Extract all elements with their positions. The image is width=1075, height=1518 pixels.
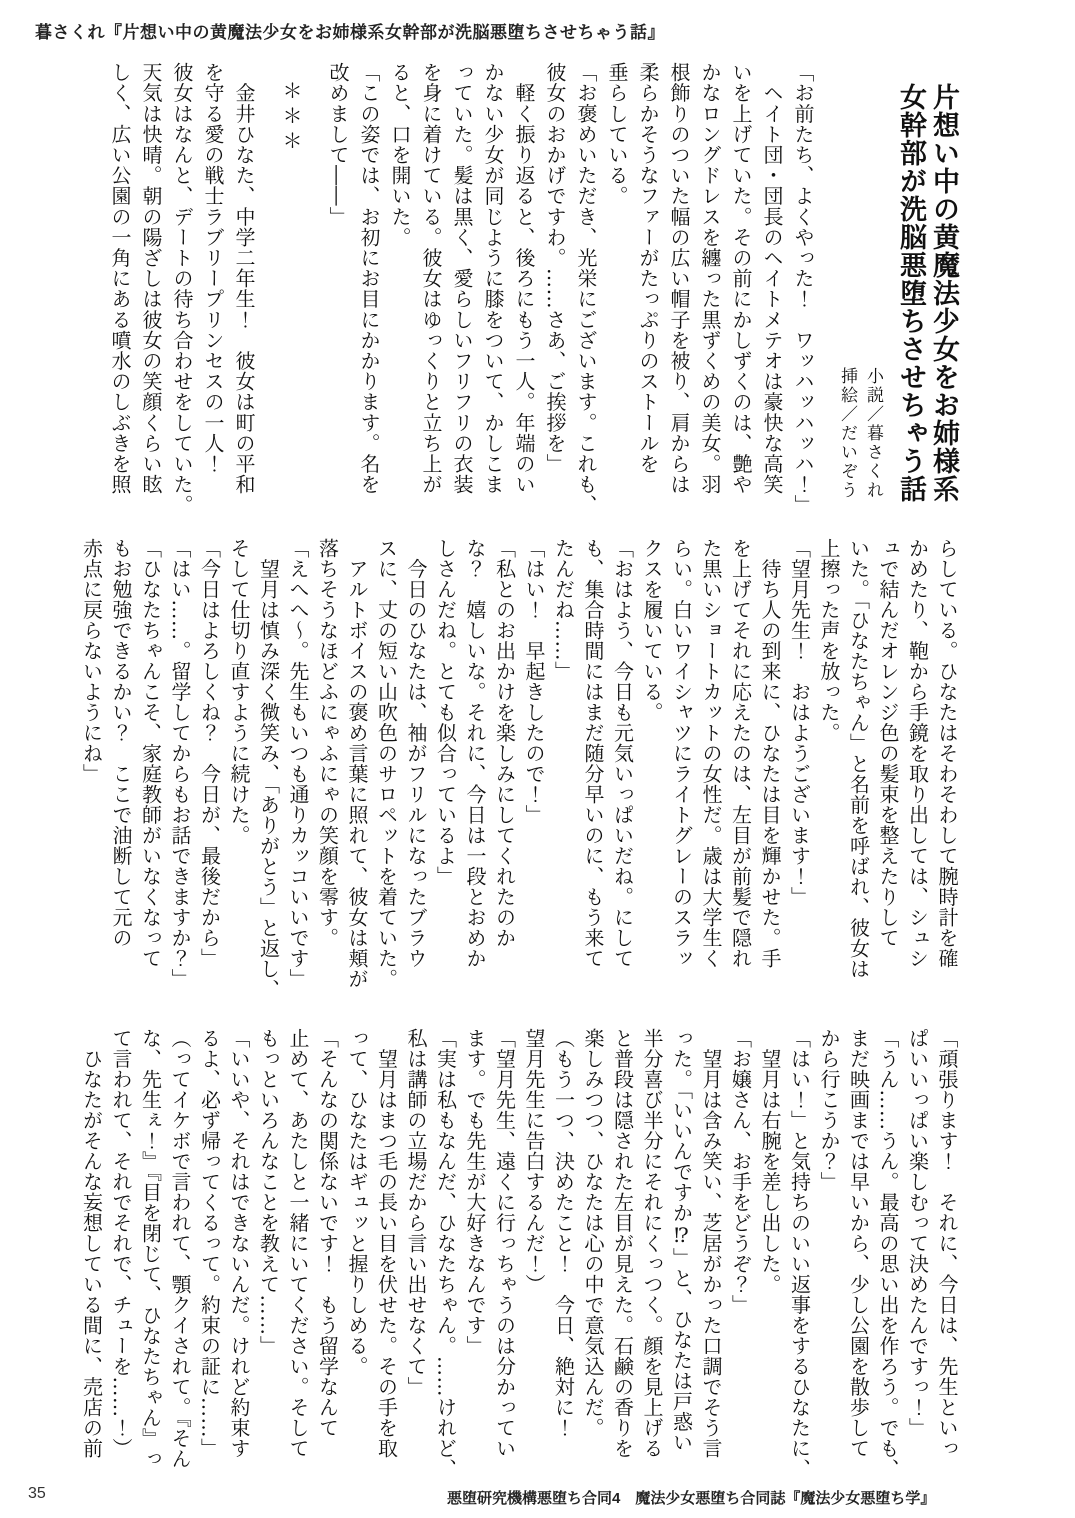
text-column: 望月は右腕を差し出した。 — [758, 1028, 782, 1295]
story-title-line-2: 女幹部が洗脳悪堕ちさせちゃう話 — [895, 83, 926, 503]
text-column: 根飾りのついた幅の広い帽子を被り、肩からは — [667, 62, 691, 495]
text-column: 「おはよう、今日も元気いっぱいだね。にして — [610, 538, 635, 969]
text-column: 「望月先生！ おはようございます！」 — [787, 538, 812, 907]
text-column: 垂らしている。 — [605, 62, 629, 207]
body-columns-1 — [104, 62, 818, 522]
text-column: 「うん……うん。最高の思い出を作ろう。でも、 — [876, 1028, 900, 1479]
text-column: ュで結んだオレンジ色の髪束を整えたりして — [876, 538, 900, 948]
text-column: 彼女はなんと、デートの待ち合わせをしていた。 — [170, 62, 194, 516]
text-column: を身に着けている。彼女はゆっくりと立ち上が — [419, 62, 443, 495]
text-column: かない少女が同じように膝をついて、かしこま — [481, 62, 505, 495]
text-column: な、先生ぇ！』『目を閉じて、ひなたちゃん』っ — [138, 1028, 163, 1469]
body-columns-2 — [76, 538, 961, 1000]
text-column: クスを履いている。 — [640, 538, 664, 723]
text-column: いを上げていた。その前にかしずくのは、艶や — [729, 62, 753, 495]
text-column: 「はい……。留学してからもお話できますか？」 — [168, 538, 192, 989]
text-column: （もう一つ、決めたこと！ 今日、絶対に！ — [551, 1028, 576, 1438]
text-column: 柔らかそうなファーがたっぷりのストールを — [636, 62, 660, 474]
text-column: 「お前たち、よくやった！ ワッハッハッハ！」 — [791, 62, 815, 516]
text-column: もっといろんなことを教えて……」 — [256, 1028, 281, 1356]
text-column: 落ちそうなほどふにゃふにゃの笑顔を零す。 — [315, 538, 340, 948]
text-column: 半分喜び半分にそれにくっつく。顔を見上げる — [640, 1028, 664, 1459]
text-column: 今日のひなたは、袖がフリルになったブラウ — [404, 538, 428, 969]
text-column: 「この姿では、お初にお目にかかります。名を — [357, 62, 381, 495]
text-column: 待ち人の到来に、ひなたは目を輝かせた。手 — [758, 538, 782, 969]
text-column: 天気は快晴。朝の陽ざしは彼女の笑顔くらい眩 — [139, 62, 163, 495]
text-column: 「はい！」と気持ちのいい返事をするひなたに、 — [787, 1028, 812, 1479]
text-column: かめたり、鞄から手鏡を取り出しては、シュシ — [905, 538, 930, 969]
text-column: るよ、必ず帰ってくるって。約束の証に……」 — [197, 1028, 222, 1459]
text-column: 金井ひなた、中学二年生！ 彼女は町の平和 — [232, 62, 256, 495]
text-column: 「えへへ〜。先生もいつも通りカッコいいです」 — [286, 538, 310, 989]
running-header: 暮さくれ『片想い中の黄魔法少女をお姉様系女幹部が洗脳悪堕ちさせちゃう話』 — [35, 23, 665, 42]
text-column: ひなたがそんな妄想している間に、売店の前 — [79, 1028, 104, 1459]
text-column: 上擦った声を放った。 — [817, 538, 841, 743]
text-column: 「ひなたちゃんこそ、家庭教師がいなくなって — [138, 538, 163, 969]
illustration-credit: 挿絵／だいぞう — [837, 367, 857, 500]
text-column: 「私とのお出かけを楽しみにしてくれたのか — [492, 538, 517, 948]
text-column: かなロングドレスを纏った黒ずくめの美女。羽 — [698, 62, 722, 495]
text-column: らしている。ひなたはそわそわして腕時計を確 — [935, 538, 959, 969]
text-column: 赤点に戻らないようにね」 — [79, 538, 104, 784]
text-column: 望月先生に告白するんだ！） — [522, 1028, 546, 1295]
text-column: 望月は慎み深く微笑み、「ありがとう」と返し、 — [256, 538, 281, 1000]
text-column: 「お褒めいただき、光栄にございます。これも、 — [574, 62, 598, 516]
text-column: ぱいいっぱい楽しむって決めたんですっ！」 — [905, 1028, 930, 1438]
text-column: った。「いいんですか⁉」と、ひなたは戸惑い — [669, 1028, 694, 1453]
text-column: 軽く振り返ると、後ろにもう一人。年端のい — [512, 62, 536, 495]
text-column: 「今日はよろしくね？ 今日が、最後だから」 — [197, 538, 222, 969]
text-column: まだ映画までは早いから、少し公園を散歩して — [846, 1028, 871, 1459]
text-column: ると、口を開いた。 — [388, 62, 412, 248]
body-columns-3 — [76, 1028, 961, 1486]
text-column: 「そんなの関係ないです！ もう留学なんて — [315, 1028, 340, 1438]
text-column: そして仕切り直すように続けた。 — [227, 538, 251, 846]
text-column: て言われて、それでそれで、チューを……！） — [109, 1028, 133, 1459]
text-column: いた。「ひなたちゃん」と名前を呼ばれ、彼女は — [846, 538, 871, 979]
text-column: を上げてそれに応えたのは、左目が前髪で隠れ — [728, 538, 753, 969]
text-column: な？ 嬉しいな。それに、今日は一段とおめか — [463, 538, 487, 969]
running-footer: 悪堕研究機構悪堕ち合同4 魔法少女悪堕ち合同誌『魔法少女悪堕ち学』 — [447, 1490, 936, 1507]
text-column: 楽しみつつ、ひなたは心の中で意気込んだ。 — [581, 1028, 605, 1438]
text-column: しく、広い公園の一角にある噴水のしぶきを照 — [108, 62, 132, 495]
section-separator: ＊＊＊ — [279, 80, 303, 155]
text-column: っていた。髪は黒く、愛らしいフリフリの衣装 — [450, 62, 474, 495]
text-column: から行こうか？」 — [817, 1028, 841, 1192]
text-column: らい。白いワイシャツにライトグレーのスラッ — [669, 538, 694, 969]
text-column: 「いいや、それはできないんだ。けれど約束す — [227, 1028, 251, 1459]
section-middle — [76, 538, 977, 1000]
text-column: 「実は私もなんだ、ひなたちゃん。……けれど、 — [433, 1028, 458, 1479]
text-column: スに、丈の短い山吹色のサロペットを着ていた。 — [374, 538, 399, 989]
text-column: 止めて、あたしと一緒にいてください。そして — [286, 1028, 310, 1459]
text-column: 「お嬢さん、お手をどうぞ？」 — [728, 1028, 753, 1315]
novel-credit: 小説／暮さくれ — [863, 367, 883, 500]
text-column: って、ひなたはギュッと握りしめる。 — [345, 1028, 369, 1377]
story-title-line-1: 片想い中の黄魔法少女をお姉様系 — [928, 83, 959, 503]
text-column: を守る愛の戦士ラブリープリンセスの一人！ — [201, 62, 225, 474]
text-column: 彼女のおかげですわ。……さあ、ご挨拶を」 — [543, 62, 567, 474]
text-column: たんだね……」 — [551, 538, 576, 682]
text-column: もお勉強できるかい？ ここで油断して元の — [109, 538, 133, 948]
page-number: 35 — [28, 1485, 46, 1502]
text-column: （ってイケボで言われて、顎クイされて。『そん — [168, 1028, 192, 1469]
text-column: アルトボイスの褒め言葉に照れて、彼女は頬が — [345, 538, 369, 989]
section-bottom — [76, 1028, 977, 1486]
text-column: と普段は隠された左目が見えた。石鹸の香りを — [610, 1028, 635, 1459]
text-column: 「望月先生、遠くに行っちゃうのは分かってい — [492, 1028, 517, 1459]
text-column: 「頑張ります！ それに、今日は、先生といっ — [935, 1028, 959, 1459]
text-column: 望月はまつ毛の長い目を伏せた。その手を取 — [374, 1028, 399, 1459]
text-column: も、集合時間にはまだ随分早いのに、もう来て — [581, 538, 605, 969]
section-opening — [104, 62, 960, 522]
text-column: た黒いショートカットの女性だ。歳は大学生く — [699, 538, 723, 969]
text-column: ヘイト団・団長のヘイトメテオは豪快な高笑 — [760, 62, 784, 495]
text-column: 「はい！ 早起きしたので！」 — [522, 538, 546, 825]
text-column: 望月は含み笑い、芝居がかった口調でそう言 — [699, 1028, 723, 1459]
text-column: 私は講師の立場だから言い出せなくて」 — [404, 1028, 428, 1397]
text-column: 改めまして――」 — [326, 62, 350, 227]
text-column: ます。でも先生が大好きなんです」 — [463, 1028, 487, 1356]
text-column: しさんだね。とても似合っているよ」 — [433, 538, 458, 887]
